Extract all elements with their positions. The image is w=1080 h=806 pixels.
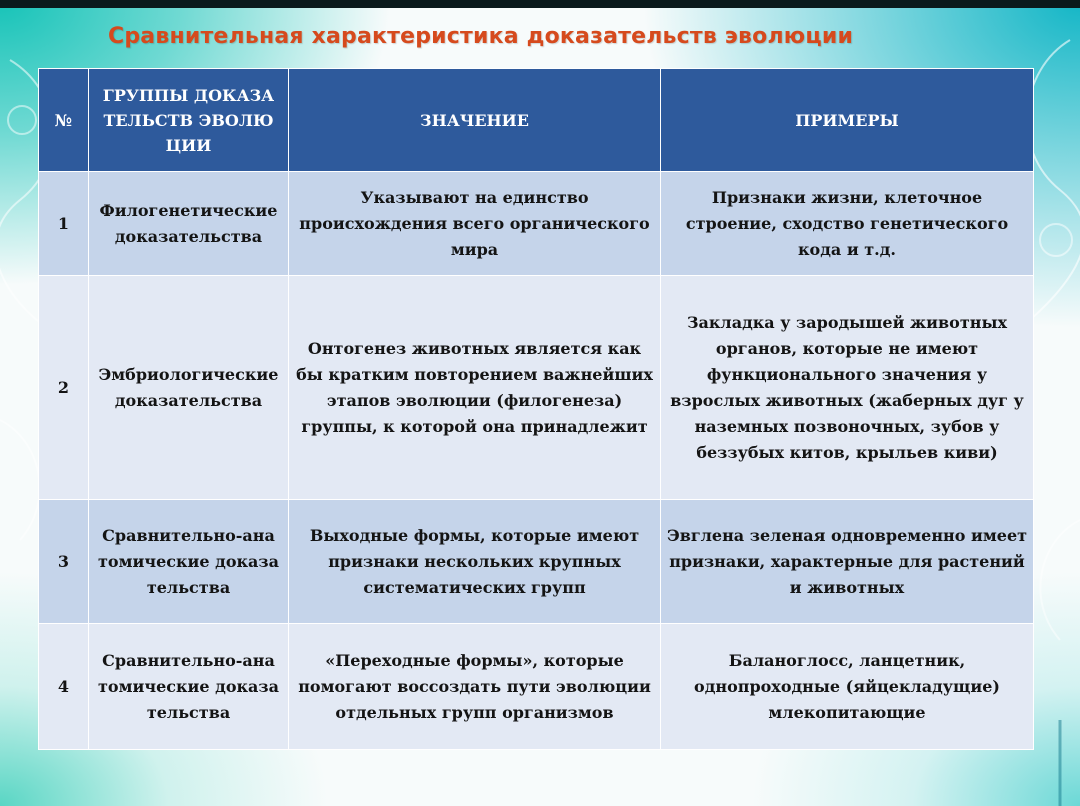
row-meaning: Выходные формы, которые имеют признаки нескольких крупных систематических групп [289,500,661,624]
row-examples: Закладка у зародышей животных органов, которые не имеют функционального значения у взрослых животных (жаберных дуг у наземных позвоночных, зубов у беззубых китов, крыльев киви) [661,276,1034,500]
header-number: № [39,69,89,172]
row-group [89,624,289,750]
table-row [39,172,1034,276]
row-examples: Признаки жизни, клеточное строение, сходство генетического кода и т.д. [661,172,1034,276]
table-header-row [39,69,1034,172]
row-meaning: Указывают на единство происхождения всего органического мира [289,172,661,276]
header-examples: ПРИМЕРЫ [661,69,1034,172]
row-number: 3 [39,500,89,624]
slide-title: Сравнительная характеристика доказательств эволюции [108,24,854,49]
row-group-label: Эмбриологические доказательства [98,364,279,410]
header-meaning: ЗНАЧЕНИЕ [289,69,661,172]
top-dark-band [0,0,1080,8]
row-meaning: «Переходные формы», которые помогают воссоздать пути эволюции отдельных групп организмов [289,624,661,750]
header-group [89,69,289,172]
row-group-label: Сравнительно-анатомические доказательства [98,525,279,597]
row-meaning: Онтогенез животных является как бы кратким повторением важнейших этапов эволюции (филогенеза) группы, к которой она принадлежит [289,276,661,500]
row-group [89,172,289,276]
table-row [39,624,1034,750]
row-number: 4 [39,624,89,750]
table-row [39,276,1034,500]
row-group-label: Сравнительно-анатомические доказательства [98,650,279,722]
row-examples: Баланоглосс, ланцетник, однопроходные (яйцекладущие) млекопитающие [661,624,1034,750]
row-group [89,500,289,624]
row-number: 1 [39,172,89,276]
row-examples: Эвглена зеленая одновременно имеет признаки, характерные для растений и животных [661,500,1034,624]
header-group-label: ГРУППЫ ДОКАЗАТЕЛЬСТВ ЭВОЛЮЦИИ [102,85,275,155]
row-group-label: Филогенетические доказательства [99,200,278,246]
row-group [89,276,289,500]
row-number: 2 [39,276,89,500]
table-row [39,500,1034,624]
evidence-table [38,68,1034,750]
